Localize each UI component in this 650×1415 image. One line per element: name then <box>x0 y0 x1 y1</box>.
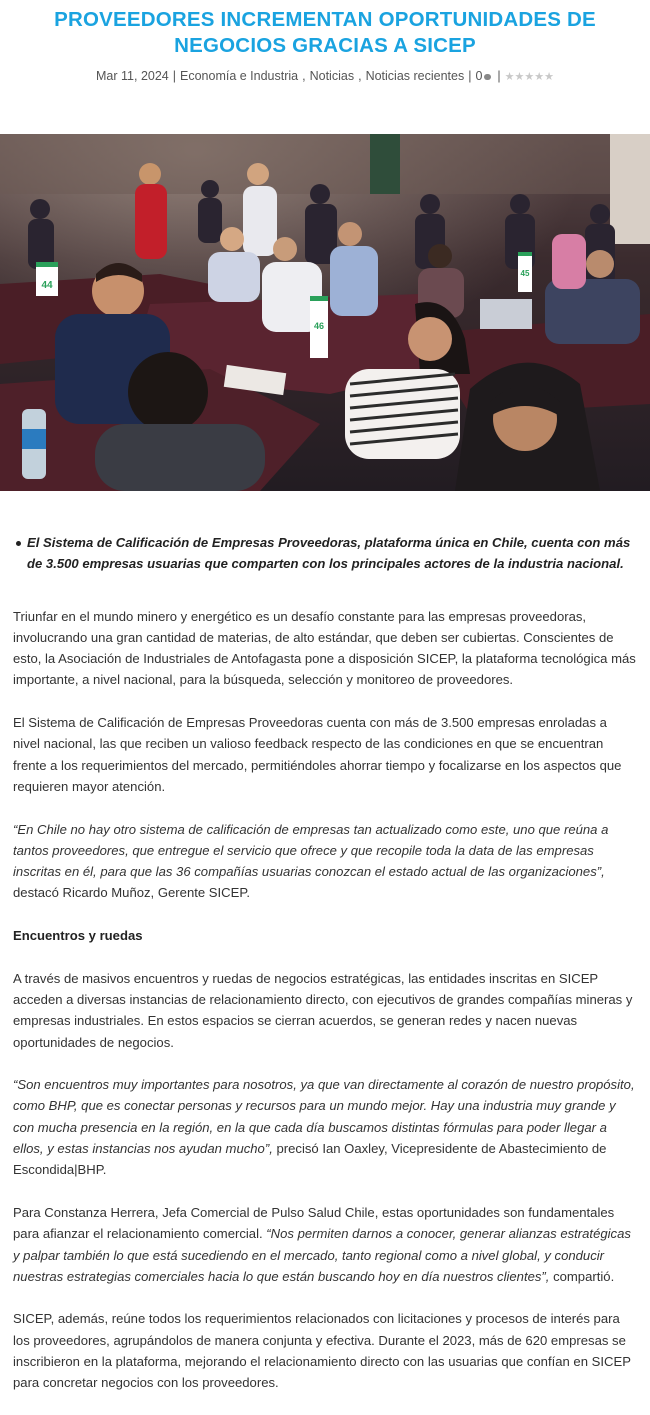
quote-paragraph <box>13 1074 637 1180</box>
comment-count: 0 <box>475 69 483 83</box>
table-number-45: 45 <box>520 269 530 278</box>
article-body <box>13 532 637 1415</box>
post-date: Mar 11, 2024 <box>96 69 169 83</box>
paragraph: A través de masivos encuentros y ruedas de negocios estratégicas, las entidades inscritas en SICEP acceden a diversas instancias de relacionamiento directo, con ejecutivos de grandes compañías mineras y empresas industriales. En estos espacios se cierran acuerdos, se generan redes y nacen nuevas oportunidades de negocios. <box>13 970 633 1050</box>
business-meeting-photo <box>0 134 650 491</box>
lead-bullet: El Sistema de Calificación de Empresas Proveedoras, plataforma única en Chile, cuenta con más de 3.500 empresas usuarias que comparten con los principales actores de la industria nacional. <box>13 532 637 575</box>
paragraph: Triunfar en el mundo minero y energético es un desafío constante para las empresas proveedoras, involucrando una gran cantidad de materias, de alto estándar, que deben ser cubiertas. Conscientes de esto, la Asociación de Industriales de Antofagasta pone a disposición SICEP, la plataforma tecnológica más importante, a nivel nacional, para la búsqueda, selección y monitoreo de proveedores. <box>13 608 636 688</box>
quote-attribution: destacó Ricardo Muñoz, Gerente SICEP. <box>13 885 251 901</box>
quote-paragraph <box>13 819 637 904</box>
section-heading: Encuentros y ruedas <box>13 928 143 944</box>
category-link-noticias[interactable]: Noticias <box>309 69 355 83</box>
quote-text: “Nos permiten darnos a conocer, generar alianzas estratégicas y palpar también lo que está sucediendo en el mercado, tanto regional como a nivel global, y conducir nuestras estrategias comerciales hacia lo que están buscando hoy en día nuestros clientes”, <box>13 1226 631 1284</box>
article-title: PROVEEDORES INCREMENTAN OPORTUNIDADES DE NEGOCIOS GRACIAS A SICEP <box>54 8 596 57</box>
paragraph: SICEP, además, reúne todos los requerimientos relacionados con licitaciones y procesos de interés para los proveedores, agrupándolos de manera conjunta y efectiva. Durante el 2023, más de 620 empresas se inscribieron en la plataforma, mejorando el relacionamiento directo con las usuarias que confían en SICEP para concretar negocios con los proveedores. <box>13 1311 631 1391</box>
paragraph: El Sistema de Calificación de Empresas Proveedoras cuenta con más de 3.500 empresas enroladas a nivel nacional, las que reciben un valioso feedback respecto de las condiciones en que se encuentran frente a los requerimientos del mercado, permitiéndoles ahorrar tiempo y focalizarse en los aspectos que requieren mayor atención. <box>13 715 622 794</box>
quote-attribution: compartió. <box>549 1268 615 1284</box>
quote-text: “En Chile no hay otro sistema de calificación de empresas tan actualizado como este, uno que reúna a tantos proveedores, que entregue el servicio que ofrece y que recopile toda la data de las empresas inscritas en él, para que las 36 compañías usuarias conozcan el estado actual de las organizaciones”, <box>13 821 609 880</box>
rating-stars-icon: ★★★★★ <box>504 70 554 83</box>
quote-paragraph <box>13 1202 637 1287</box>
quote-attribution: precisó Ian Oaxley, Vicepresidente de Abastecimiento de Escondida|BHP. <box>13 1141 607 1178</box>
quote-text: “Son encuentros muy importantes para nosotros, ya que van directamente al corazón de nuestro propósito, como BHP, que es conectar personas y recursos para un mundo mejor. Hay una industria muy grande y con mucha presencia en la región, en la que cada día buscamos distintas fórmulas para poder llegar a ellos, y estas instancias nos ayudan mucho”, <box>13 1077 635 1157</box>
category-link-noticias-recientes[interactable]: Noticias recientes <box>365 69 465 83</box>
hero-image <box>0 134 650 491</box>
table-number-44: 44 <box>41 280 53 291</box>
paragraph-intro: Para Constanza Herrera, Jefa Comercial de Pulso Salud Chile, estas oportunidades son fundamentales para afianzar el relacionamiento comercial. <box>13 1204 615 1242</box>
comments-link[interactable] <box>475 69 493 83</box>
category-link-economia[interactable]: Economía e Industria <box>180 69 299 83</box>
table-number-46: 46 <box>313 321 325 331</box>
table-number-stand <box>518 252 532 292</box>
table-number-stand <box>36 262 58 296</box>
comment-icon <box>484 74 491 80</box>
post-meta: Mar 11, 2024 | Economía e Industria , Noticias , Noticias recientes | 0 | ★★★★★ <box>96 69 554 83</box>
table-number-stand <box>310 296 328 358</box>
